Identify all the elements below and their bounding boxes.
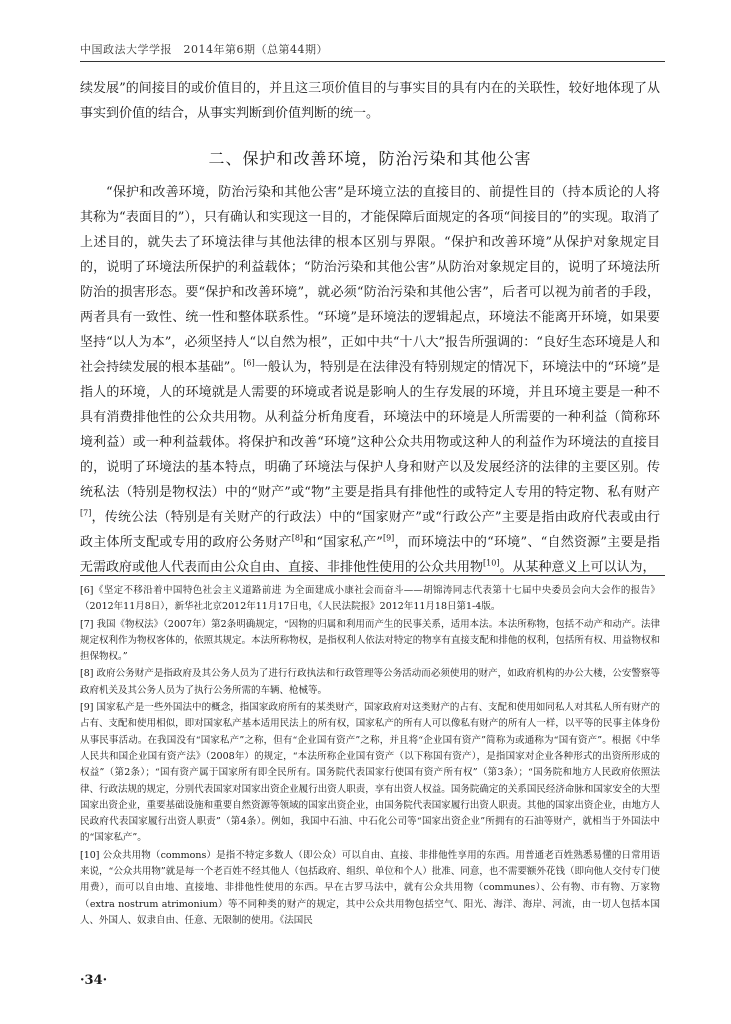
paragraph-part-2: 一般认为，特别是在法律没有特别规定的情况下，环境法中的“环境”是指人的环境，人的环境就是人需要的环境或者说是影响人的生存发展的环境，并且环境主要是一种不具有消费排他性的公众共用物。从利益分析角度看，环境法中的环境是人所需要的一种利益（简称环境利益）或一种利益载体。将保护和改善“环境”这种公众共用物或这种人的利益作为环境法的直接目的，说明了环境法的基本特点，明确了环境法与保护人身和财产以及发展经济的法律的主要区别。传统私法（特别是物权法）中的“财产”或“物”主要是指具有排他性的或特定人专用的特定物、私有财产 xyxy=(80,360,660,500)
paragraph-text xyxy=(80,180,660,580)
footnote-ref-9[interactable]: [9] xyxy=(382,533,395,543)
footnote-ref-10[interactable]: [10] xyxy=(483,558,500,568)
footnote-6: [6]《坚定不移沿着中国特色社会主义道路前进 为全面建成小康社会而奋斗——胡锦涛同志代表第十七届中央委员会向大会作的报告》（2012年11月8日），新华社北京2012年11月17日电，《人民法院报》2012年11月18日第1-4版。 xyxy=(80,585,660,613)
footnote-ref-6[interactable]: [6] xyxy=(243,358,255,368)
main-paragraph xyxy=(80,180,660,580)
paragraph-part-4: 和“国家私产” xyxy=(303,535,383,550)
header-rule xyxy=(80,61,665,62)
footnote-separator xyxy=(80,575,665,576)
paragraph-part-3: ，传统公法（特别是有关财产的行政法）中的“国家财产”或“行政公产”主要是指由政府代表或由行政主体所支配或专用的政府公务财产 xyxy=(80,510,660,550)
footnote-8: [8] 政府公务财产是指政府及其公务人员为了进行行政执法和行政管理等公务活动而必须使用的财产，如政府机构的办公大楼，公安警察等政府机关及其公务人员为了执行公务所需的车辆、枪械等。 xyxy=(80,668,660,696)
opening-text: 续发展”的间接目的或价值目的，并且这三项价值目的与事实目的具有内在的关联性，较好地体现了从事实到价值的结合，从事实判断到价值判断的统一。 xyxy=(80,81,660,121)
page-number: ·34· xyxy=(80,973,108,988)
footnote-ref-8[interactable]: [8] xyxy=(291,533,304,543)
running-header: 中国政法大学学报 2014年第6期（总第44期） xyxy=(80,43,328,56)
paragraph-part-5: ，而环境法中的“环境”、“自然资源”主要是指无需政府或他人代表而由公众自由、直接、非排他性使用的公众共用物 xyxy=(80,535,660,575)
footnote-7: [7] 我国《物权法》（2007年）第2条明确规定，“因物的归属和利用而产生的民事关系，适用本法。本法所称物，包括不动产和动产。法律规定权利作为物权客体的，依照其规定。本法所称物权，是指权利人依法对特定的物享有直接支配和排他的权利，包括所有权、用益物权和担保物权。” xyxy=(80,618,660,663)
footnote-10: [10] 公众共用物（commons）是指不特定多数人（即公众）可以自由、直接、非排他性享用的东西。用普通老百姓熟悉易懂的日常用语来说，“公众共用物”就是每一个老百姓不经其他人（包括政府、组织、单位和个人）批准、同意，也不需要额外花钱（即向他人交付专门使用费），而可以自由地、直接地、非排他性使用的东西。早在古罗马法中，就有公众共用物（communes）、公有物、市有物、万家物（extra nostrum atrimonium）等不同种类的财产的规定，其中公众共用物包括空气、阳光、海洋、海岸、河流，由一切人包括本国人、外国人、奴隶自由、任意、无限制的使用。《法国民 xyxy=(80,849,660,926)
opening-paragraph xyxy=(80,76,660,126)
paragraph-part-1: “保护和改善环境，防治污染和其他公害”是环境立法的直接目的、前提性目的（持本质论的人将其称为“表面目的”），只有确认和实现这一目的，才能保障后面规定的各项“间接目的”的实现。取消了上述目的，就失去了环境法律与其他法律的根本区别与界限。“保护和改善环境”从保护对象规定目的，说明了环境法所保护的利益载体；“防治污染和其他公害”从防治对象规定目的，说明了环境法所防治的损害形态。要“保护和改善环境”，就必须“防治污染和其他公害”，后者可以视为前者的手段，两者具有一致性、统一性和整体联系性。“环境”是环境法的逻辑起点，环境法不能离开环境，如果要坚持“以人为本”，必须坚持人“以自然为根”，正如中共“十八大”报告所强调的：“良好生态环境是人和社会持续发展的根本基础”。 xyxy=(80,185,660,375)
paragraph-part-6: 。从某种意义上可以认为， xyxy=(499,560,656,575)
footnotes xyxy=(80,583,660,930)
section-heading: 二、保护和改善环境，防治污染和其他公害 xyxy=(208,149,532,168)
footnote-9: [9] 国家私产是一些外国法中的概念，指国家政府所有的某类财产，国家政府对这类财产的占有、支配和使用如同私人对其私人所有财产的占有、支配和使用相似，即对国家私产基本适用民法上的所有权，国家私产的所有人可以像私有财产的所有人一样，以平等的民事主体身份从事民事活动。在我国没有“国家私产”之称，但有“企业国有资产”之称，并且将“企业国有资产”简称为或通称为“国有资产”。根据《中华人民共和国企业国有资产法》（2008年）的规定，“本法所称企业国有资产（以下称国有资产），是指国家对企业各种形式的出资所形成的权益”（第2条）；“国有资产属于国家所有即全民所有。国务院代表国家行使国有资产所有权”（第3条）；“国务院和地方人民政府依照法律、行政法规的规定，分别代表国家对国家出资企业履行出资人职责，享有出资人权益。国务院确定的关系国民经济命脉和国家安全的大型国家出资企业，重要基础设施和重要自然资源等领域的国家出资企业，由国务院代表国家履行出资人职责。其他的国家出资企业，由地方人民政府代表国家履行出资人职责”（第4条）。例如，我国中石油、中石化公司等“国家出资企业”所拥有的石油等财产，就相当于外国法中的“国家私产”。 xyxy=(80,702,660,844)
footnote-ref-7[interactable]: [7] xyxy=(80,508,92,518)
